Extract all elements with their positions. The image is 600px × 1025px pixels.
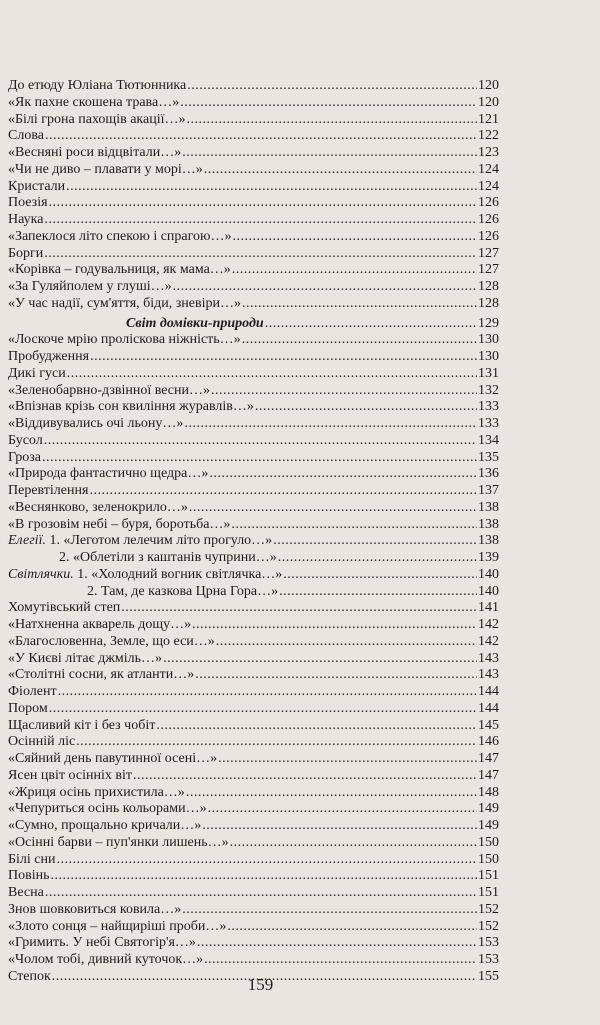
entry-title: «Натхненна акварель дощу…» [8, 617, 192, 632]
entry-title: Слова [8, 128, 44, 144]
entry-page: 122 [478, 128, 499, 144]
toc-entry [8, 162, 499, 179]
entry-title: «Чепуриться осінь кольорами…» [8, 801, 207, 817]
entry-page: 148 [478, 784, 499, 800]
entry-title: «У Києві літає джміль…» [8, 650, 163, 666]
entry-page: 143 [478, 650, 499, 666]
entry-title: Щасливий кіт і без чобіт [8, 717, 156, 733]
entry-title-text: 1. «Леготом лелечим літо прогуло…» [45, 533, 273, 549]
entry-page: 138 [478, 533, 499, 549]
leader-dots [242, 296, 477, 313]
entry-title: «Благословенна, Земле, що еси…» [8, 633, 215, 649]
toc-entry [8, 584, 499, 601]
leader-dots [182, 902, 477, 919]
leader-dots [182, 145, 477, 162]
entry-page: 126 [478, 228, 499, 244]
leader-dots [173, 279, 477, 296]
leader-dots [184, 416, 477, 433]
entry-page: 120 [478, 78, 499, 93]
entry-page: 126 [478, 195, 499, 211]
entry-title: «Впізнав крізь сон квиління журавлів…» [8, 399, 254, 415]
toc-entry [8, 128, 499, 145]
toc-entry [8, 768, 499, 785]
entry-page: 126 [478, 212, 499, 227]
entry-page: 124 [478, 161, 499, 177]
leader-dots [44, 246, 477, 263]
leader-dots [89, 483, 477, 500]
leader-dots [192, 617, 477, 634]
toc-entry [8, 852, 499, 869]
toc-entry [8, 651, 499, 668]
entry-title: Хомутівський степ [8, 600, 121, 616]
entry-page: 138 [478, 499, 499, 515]
entry-page: 151 [478, 885, 499, 900]
entry-title: 2. «Облетіли з каштанів чуприни…» [59, 550, 277, 565]
entry-title: До етюду Юліана Тютюнника [8, 78, 187, 93]
entry-title: Наука [8, 212, 44, 227]
entry-page: 140 [478, 583, 499, 599]
toc-entry [8, 366, 499, 383]
entry-page: 142 [478, 617, 499, 632]
entry-title: Весна [8, 885, 44, 900]
entry-page: 145 [478, 717, 499, 733]
toc-entry [8, 416, 499, 433]
leader-dots [278, 550, 477, 567]
entry-page: 147 [478, 767, 499, 783]
toc-entry [8, 145, 499, 162]
toc-entry [8, 500, 499, 517]
entry-page: 138 [478, 516, 499, 532]
entry-page: 131 [478, 365, 499, 381]
entry-page: 134 [478, 432, 499, 448]
toc-entry [8, 433, 499, 450]
toc-entry [8, 349, 499, 366]
toc-entry [8, 229, 499, 246]
toc-entry [8, 296, 499, 313]
entry-title: «Чолом тобі, дивний куточок…» [8, 952, 204, 967]
leader-dots [265, 316, 477, 333]
leader-dots [204, 952, 477, 969]
entry-title: Повінь [8, 868, 50, 884]
toc-entry [8, 95, 499, 112]
cycle-label: Світлячки. [8, 566, 74, 582]
entry-title [8, 533, 272, 550]
entry-title: Знов шовковиться ковила…» [8, 901, 182, 917]
toc-entry [8, 835, 499, 852]
leader-dots [90, 349, 477, 366]
entry-title: 2. Там, де казкова Црна Гора…» [87, 583, 279, 599]
leader-dots [208, 801, 477, 818]
entry-page: 132 [478, 382, 499, 398]
section-title: Світ домівки-природи [126, 315, 264, 331]
leader-dots [279, 584, 477, 601]
toc-entry [8, 483, 499, 500]
entry-title: Поезія [8, 195, 48, 211]
leader-dots [66, 179, 477, 196]
entry-title: Пором [8, 700, 48, 716]
leader-dots [76, 734, 477, 751]
entry-page: 140 [478, 566, 499, 582]
leader-dots [163, 651, 477, 668]
cycle-label: Елегії. [8, 533, 46, 549]
toc-entry [8, 246, 499, 263]
entry-title: «Природа фантастично щедра…» [8, 466, 209, 482]
entry-title: Степок [8, 968, 51, 984]
toc-entry [8, 919, 499, 936]
entry-page: 129 [478, 315, 499, 331]
leader-dots [121, 600, 477, 617]
toc-entry [8, 212, 499, 229]
entry-page: 123 [478, 145, 499, 160]
leader-dots [204, 162, 477, 179]
entry-title-text: 1. «Холодний вогник світлячка…» [73, 566, 283, 582]
entry-page: 135 [478, 449, 499, 465]
toc-entry [8, 450, 499, 467]
entry-page: 133 [478, 416, 499, 431]
leader-dots [195, 667, 477, 684]
toc-entry [8, 801, 499, 818]
entry-title: «Осінні барви – пуп'янки лишень…» [8, 834, 229, 850]
entry-title: «Злото сонця – найщиріші проби…» [8, 918, 227, 934]
entry-page: 146 [478, 734, 499, 750]
toc-entry [8, 262, 499, 279]
toc-entry [8, 952, 499, 969]
entry-title: «Сяйний день павутинної осені…» [8, 751, 218, 766]
entry-title: «Запеклося літо спекою і спрагою…» [8, 228, 232, 244]
entry-page: 155 [478, 968, 499, 984]
leader-dots [216, 634, 477, 651]
entry-title: «Чи не диво – плавати у морі…» [8, 161, 203, 177]
entry-title: Кристали [8, 178, 66, 194]
entry-title: «В грозовім небі – буря, боротьба…» [8, 516, 231, 532]
entry-title: «Жриця осінь прихистила…» [8, 784, 185, 800]
toc-entry [8, 550, 499, 567]
leader-dots [197, 935, 477, 952]
leader-dots [186, 785, 477, 802]
leader-dots [45, 885, 477, 902]
toc-entry [8, 701, 499, 718]
leader-dots [283, 567, 477, 584]
entry-page: 121 [478, 111, 499, 127]
leader-dots [49, 701, 477, 718]
entry-page: 143 [478, 667, 499, 683]
toc-entry [8, 684, 499, 701]
toc-entry [8, 785, 499, 802]
entry-page: 133 [478, 399, 499, 415]
toc-entry [8, 634, 499, 651]
leader-dots [44, 433, 477, 450]
entry-title [8, 567, 282, 584]
toc-entry [8, 734, 499, 751]
leader-dots [232, 262, 477, 279]
toc-entry [8, 279, 499, 296]
toc-entry [8, 383, 499, 400]
entry-page: 147 [478, 751, 499, 766]
entry-page: 130 [478, 349, 499, 364]
entry-title: «Сумно, прощально кричали…» [8, 818, 202, 833]
table-of-contents [8, 78, 499, 986]
toc-entry [8, 818, 499, 835]
entry-title: «Гримить. У небі Святогір'я…» [8, 935, 196, 951]
leader-dots [218, 751, 477, 768]
leader-dots [57, 852, 477, 869]
entry-title: «Веснянково, зеленокрило…» [8, 499, 188, 515]
entry-title: Ясен цвіт осінніх віт [8, 767, 132, 783]
toc-entry [8, 179, 499, 196]
toc-entry [8, 617, 499, 634]
entry-title: Фіолент [8, 684, 57, 699]
entry-title: «Весняні роси відцвітали…» [8, 145, 182, 160]
entry-page: 141 [478, 600, 499, 616]
entry-page: 152 [478, 901, 499, 917]
leader-dots [230, 835, 477, 852]
leader-dots [180, 95, 477, 112]
toc-entry [8, 332, 499, 349]
leader-dots [133, 768, 477, 785]
entry-title: «Столітні сосни, як атланти…» [8, 667, 195, 683]
entry-page: 149 [478, 801, 499, 817]
entry-page: 120 [478, 94, 499, 110]
entry-page: 127 [478, 262, 499, 278]
toc-entry [8, 112, 499, 129]
entry-title: Перевтілення [8, 483, 89, 498]
leader-dots [67, 366, 477, 383]
leader-dots [49, 195, 477, 212]
leader-dots [58, 684, 477, 701]
toc-entry [8, 751, 499, 768]
entry-page: 144 [478, 684, 499, 699]
toc-entry [8, 517, 499, 534]
entry-page: 153 [478, 952, 499, 967]
leader-dots [209, 466, 477, 483]
entry-title: Дикі гуси [8, 365, 66, 381]
leader-dots [232, 229, 477, 246]
entry-title: «Лоскоче мрію проліскова ніжність…» [8, 332, 241, 348]
leader-dots [187, 78, 477, 95]
toc-entry [8, 902, 499, 919]
leader-dots [211, 383, 477, 400]
leader-dots [44, 212, 477, 229]
entry-page: 151 [478, 868, 499, 884]
entry-title: «Зеленобарвно-дзвінної весни…» [8, 382, 211, 398]
entry-page: 150 [478, 834, 499, 850]
toc-entry [8, 195, 499, 212]
toc-entry [8, 667, 499, 684]
toc-entry [8, 600, 499, 617]
leader-dots [227, 919, 477, 936]
entry-title: Осінній ліс [8, 734, 76, 750]
entry-page: 127 [478, 245, 499, 261]
entry-title: «Як пахне скошена трава…» [8, 94, 180, 110]
entry-title: Білі сни [8, 851, 56, 867]
toc-entry [8, 935, 499, 952]
entry-page: 139 [478, 550, 499, 565]
page-number: 159 [247, 975, 274, 994]
leader-dots [255, 399, 477, 416]
entry-page: 144 [478, 700, 499, 716]
entry-title: «Віддивувались очі льону…» [8, 416, 184, 431]
leader-dots [42, 450, 477, 467]
entry-page: 128 [478, 279, 499, 294]
entry-title: Борги [8, 245, 44, 261]
toc-entry [8, 718, 499, 735]
entry-page: 137 [478, 483, 499, 498]
entry-page: 124 [478, 178, 499, 194]
entry-title: Пробудження [8, 349, 90, 364]
toc-entry [8, 466, 499, 483]
entry-page: 152 [478, 918, 499, 934]
leader-dots [189, 500, 477, 517]
leader-dots [242, 332, 477, 349]
leader-dots [273, 533, 477, 550]
entry-page: 150 [478, 851, 499, 867]
entry-title: Бусол [8, 432, 43, 448]
leader-dots [156, 718, 477, 735]
entry-title: Гроза [8, 449, 41, 465]
entry-title: «За Гуляйполем у глуші…» [8, 279, 172, 294]
entry-title: «Білі грона пахощів акації…» [8, 111, 186, 127]
entry-page: 142 [478, 633, 499, 649]
leader-dots [45, 128, 477, 145]
leader-dots [51, 868, 478, 885]
entry-page: 130 [478, 332, 499, 348]
entry-title: «У час надії, сум'яття, біди, зневіри…» [8, 295, 242, 311]
toc-section-heading [8, 316, 499, 333]
leader-dots [202, 818, 477, 835]
toc-entry [8, 567, 499, 584]
toc-entry [8, 533, 499, 550]
leader-dots [187, 112, 478, 129]
toc-entry [8, 885, 499, 902]
toc-entry [8, 868, 499, 885]
entry-page: 153 [478, 935, 499, 951]
toc-entry [8, 78, 499, 95]
entry-page: 149 [478, 818, 499, 833]
leader-dots [231, 517, 477, 534]
toc-entry [8, 399, 499, 416]
entry-title: «Корівка – годувальниця, як мама…» [8, 262, 231, 278]
entry-page: 136 [478, 466, 499, 482]
entry-page: 128 [478, 295, 499, 311]
